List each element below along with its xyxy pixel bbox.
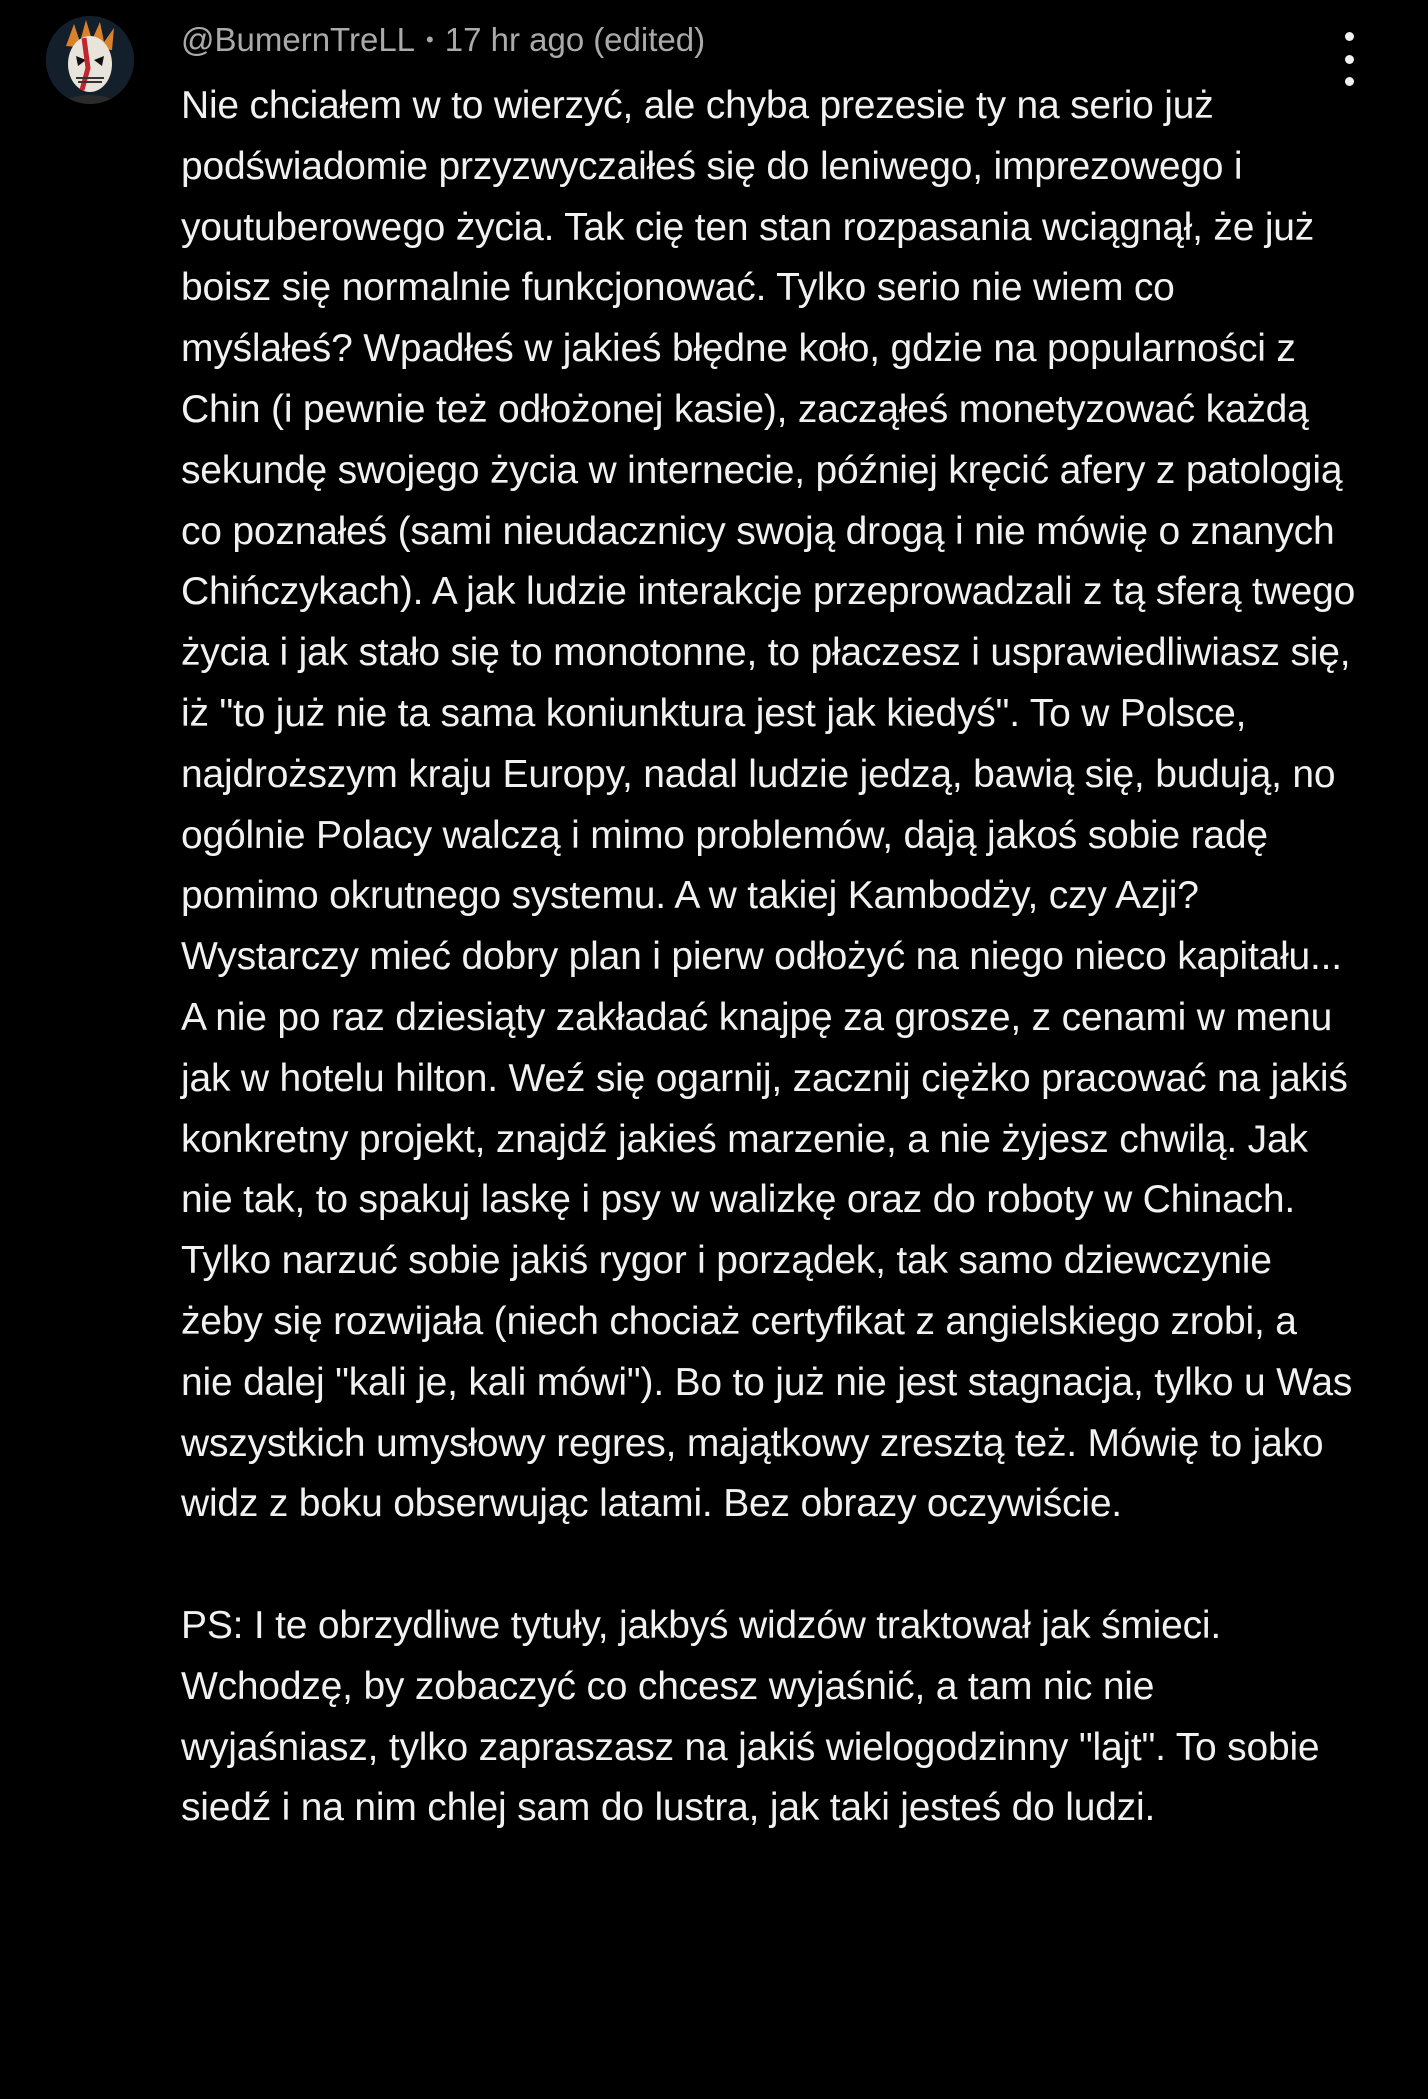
edited-label: (edited) — [593, 21, 706, 58]
more-vert-dot — [1345, 55, 1354, 64]
comment-paragraph-ps: PS: I te obrzydliwe tytuły, jakbyś widzów traktował jak śmieci. Wchodzę, by zobaczyć co chcesz wyjaśnić, a tam nic nie wyjaśniasz, tylko zapraszasz na jakiś wielogodzinny "lajt". To sobie siedź i na nim chlej sam do lustra, jak taki jesteś do ludzi. — [181, 1603, 1320, 1830]
more-vert-icon — [1345, 32, 1354, 41]
timestamp[interactable]: 17 hr ago — [444, 21, 585, 58]
author-name[interactable]: @BumernTreLL — [181, 21, 416, 58]
comment-body — [181, 76, 1356, 1839]
avatar-mask-icon — [46, 16, 134, 104]
meta-separator: • — [426, 27, 434, 52]
comment-paragraph: Nie chciałem w to wierzyć, ale chyba prezesie ty na serio już podświadomie przyzwyczaiłeś się do leniwego, imprezowego i youtuberowego życia. Tak cię ten stan rozpasania wciągnął, że już boisz się normalnie funkcjonować. Tylko serio nie wiem co myślałeś? Wpadłeś w jakieś błędne koło, gdzie na popularności z Chin (i pewnie też odłożonej kasie), zacząłeś monetyzować każdą sekundę swojego życia w internecie, później kręcić afery z patologią co poznałeś (sami nieudacznicy swoją drogą i nie mówię o znanych Chińczykach). A jak ludzie interakcje przeprowadzali z tą sferą twego życia i jak stało się to monotonne, to płaczesz i usprawiedliwiasz się, iż "to już nie ta sama koniunktura jest jak kiedyś". To w Polsce, najdroższym kraju Europy, nadal ludzie jedzą, bawią się, budują, no ogólnie Polacy walczą i mimo problemów, dają jakoś sobie radę pomimo okrutnego systemu. A w takiej Kambodży, czy Azji? Wystarczy mieć dobry plan i pierw odłożyć na niego nieco kapitału... A nie po raz dziesiąty zakładać knajpę za grosze, z cenami w menu jak w hotelu hilton. Weź się ogarnij, zacznij ciężko pracować na jakiś konkretny projekt, znajdź jakieś marzenie, a nie żyjesz chwilą. Jak nie tak, to spakuj laskę i psy w walizkę oraz do roboty w Chinach. Tylko narzuć sobie jakiś rygor i porządek, tak samo dziewczynie żeby się rozwijała (niech chociaż certyfikat z angielskiego zrobi, a nie dalej "kali je, kali mówi"). Bo to już nie jest stagnacja, tylko u Was wszystkich umysłowy regres, majątkowy zresztą też. Mówię to jako widz z boku obserwując latami. Bez obrazy oczywiście. — [181, 84, 1356, 1526]
comment-header — [181, 18, 705, 62]
avatar[interactable] — [46, 16, 134, 104]
